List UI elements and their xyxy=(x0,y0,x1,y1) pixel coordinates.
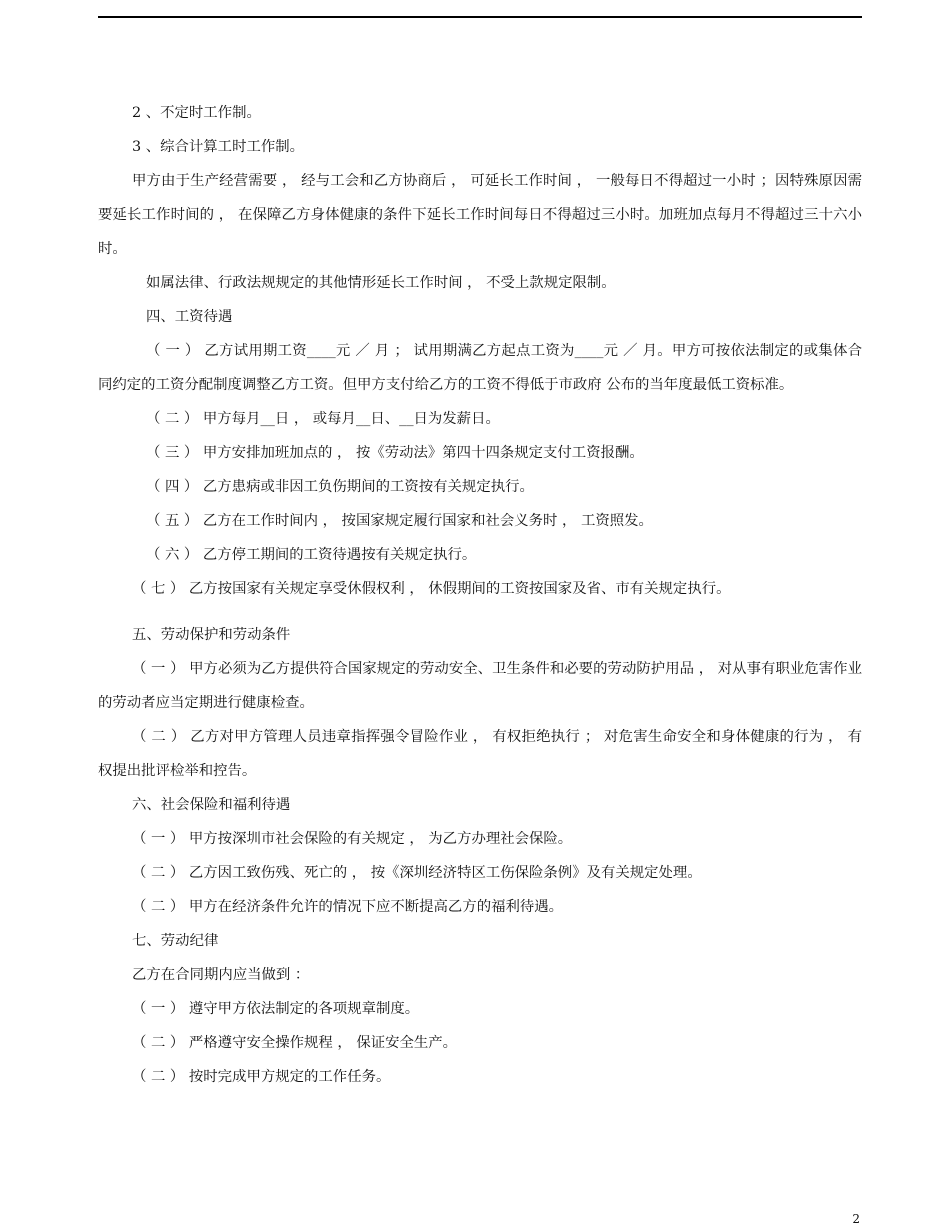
clause-insurance-welfare: （ 二 ） 甲方在经济条件允许的情况下应不断提高乙方的福利待遇。 xyxy=(132,899,564,915)
clause-discipline-safety: （ 二 ） 严格遵守安全操作规程 ， 保证安全生产。 xyxy=(132,1035,458,1051)
clause-comprehensive-hours: 3 、综合计算工时工作制。 xyxy=(132,139,305,155)
clause-wages-work-stoppage: （ 六 ） 乙方停工期间的工资待遇按有关规定执行。 xyxy=(146,547,477,563)
clause-wages-probation: （ 一 ） 乙方试用期工资____元 ／ 月 ； 试用期满乙方起点工资为____元 ／ 月。甲方可按依法制定的或集体合同约定的工资分配制度调整乙方工资。但甲方支付给乙方的工资不得低于市政府 公布的当年度最低工资标准。 xyxy=(98,343,862,393)
clause-insurance-injury: （ 二 ） 乙方因工致伤残、死亡的 ， 按《深圳经济特区工伤保险条例》及有关规定处理。 xyxy=(132,865,702,881)
section-heading-labor-protection: 五、劳动保护和劳动条件 xyxy=(132,627,291,643)
page-number: 2 xyxy=(852,1212,860,1226)
clause-discipline-tasks: （ 二 ） 按时完成甲方规定的工作任务。 xyxy=(132,1069,391,1085)
section-heading-discipline: 七、劳动纪律 xyxy=(132,933,219,949)
clause-flextime: 2 、不定时工作制。 xyxy=(132,105,261,121)
clause-overtime-limits: 甲方由于生产经营需要 ， 经与工会和乙方协商后 ， 可延长工作时间 ， 一般每日不得超过一小时 ；因特殊原因需要延长工作时间的 ， 在保障乙方身体健康的条件下延长工作时间每日不得超过三小时。加班加点每月不得超过三十六小时。 xyxy=(98,173,862,257)
clause-insurance-enrollment: （ 一 ） 甲方按深圳市社会保险的有关规定 ， 为乙方办理社会保险。 xyxy=(132,831,573,847)
clause-protection-safety: （ 一 ） 甲方必须为乙方提供符合国家规定的劳动安全、卫生条件和必要的劳动防护用品 ， 对从事有职业危害作业的劳动者应当定期进行健康检查。 xyxy=(98,661,862,711)
section-heading-wages: 四、工资待遇 xyxy=(146,309,233,325)
clause-discipline-rules: （ 一 ） 遵守甲方依法制定的各项规章制度。 xyxy=(132,1001,420,1017)
clause-protection-refusal: （ 二 ） 乙方对甲方管理人员违章指挥强令冒险作业 ， 有权拒绝执行 ； 对危害生命安全和身体健康的行为 ， 有权提出批评检举和控告。 xyxy=(98,729,862,779)
clause-overtime-exception: 如属法律、行政法规规定的其他情形延长工作时间 ， 不受上款规定限制。 xyxy=(146,275,616,291)
clause-wages-overtime-pay: （ 三 ） 甲方安排加班加点的 ， 按《劳动法》第四十四条规定支付工资报酬。 xyxy=(146,445,644,461)
clause-wages-sick-leave: （ 四 ） 乙方患病或非因工负伤期间的工资按有关规定执行。 xyxy=(146,479,534,495)
clause-wages-vacation: （ 七 ） 乙方按国家有关规定享受休假权利 ， 休假期间的工资按国家及省、市有关规定执行。 xyxy=(132,581,731,597)
clause-discipline-intro: 乙方在合同期内应当做到 ： xyxy=(132,967,310,983)
clause-wages-civic-duty: （ 五 ） 乙方在工作时间内 ， 按国家规定履行国家和社会义务时 ， 工资照发。 xyxy=(146,513,653,529)
document-body xyxy=(98,96,862,1094)
clause-wages-payday: （ 二 ） 甲方每月__日 ， 或每月__日、__日为发薪日。 xyxy=(146,411,500,427)
section-heading-social-insurance: 六、社会保险和福利待遇 xyxy=(132,797,291,813)
header-rule xyxy=(98,16,862,18)
